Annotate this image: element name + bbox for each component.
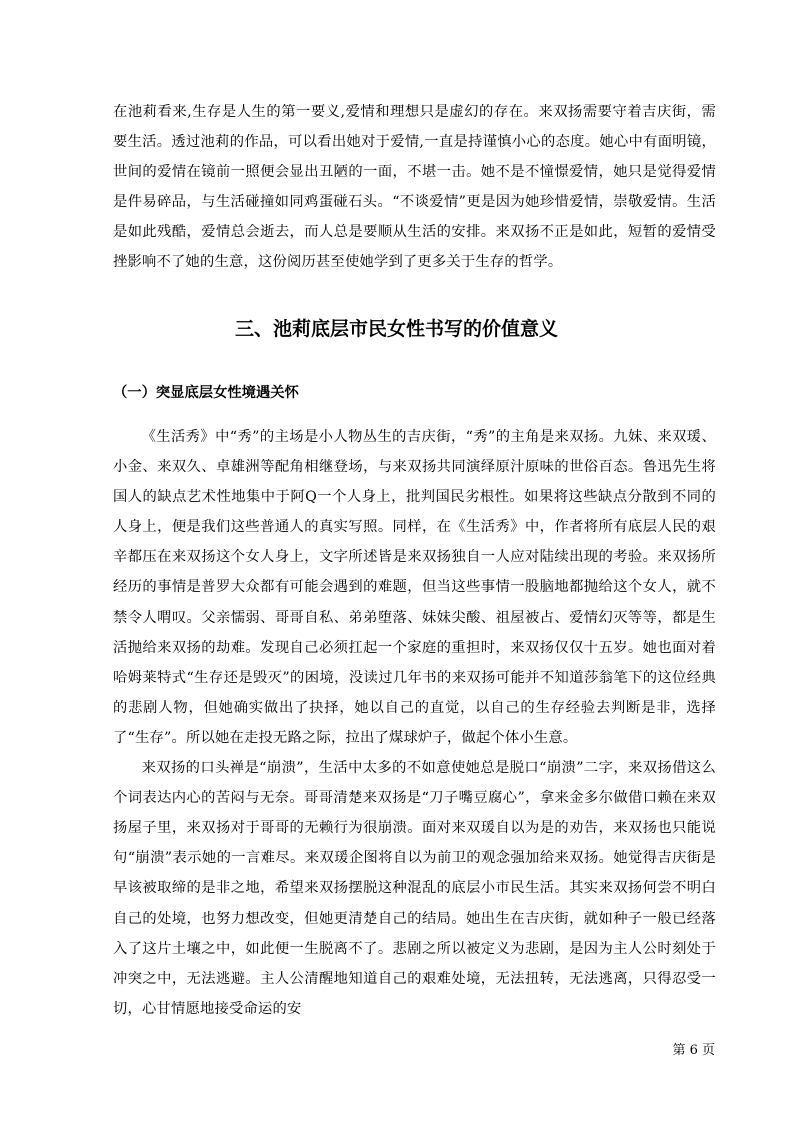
subsection-heading: （一）突显底层女性境遇关怀 <box>113 385 299 401</box>
page-number: 第 6 页 <box>672 1043 715 1058</box>
section-heading: 三、池莉底层市民女性书写的价值意义 <box>234 318 558 340</box>
paragraph: 在池莉看来,生存是人生的第一要义,爱情和理想只是虚幻的存在。来双扬需要守着吉庆街，需要生活。透过池莉的作品，可以看出她对于爱情,一直是持谨慎小心的态度。她心中有面明镜，世间的爱情在镜前一照便会显出丑陋的一面，不堪一击。她不是不憧憬爱情，她只是觉得爱情是件易碎品，与生活碰撞如同鸡蛋碰石头。“不谈爱情”更是因为她珍惜爱情，崇敬爱情。生活是如此残酷，爱情总会逝去，而人总是要顺从生活的安排。来双扬不正是如此，短暂的爱情受挫影响不了她的生意，这份阅历甚至使她学到了更多关于生存的哲学。 <box>113 104 716 271</box>
paragraph: 《生活秀》中“秀”的主场是小人物丛生的吉庆街，“秀”的主角是来双扬。九妹、来双瑗、小金、来双久、卓雄洲等配角相继登场，与来双扬共同演绎原汁原味的世俗百态。鲁迅先生将国人的缺点艺术性地集中于阿Q一个人身上，批判国民劣根性。如果将这些缺点分散到不同的人身上，便是我们这些普通人的真实写照。同样，在《生活秀》中，作者将所有底层人民的艰辛都压在来双扬这个女人身上，文字所述皆是来双扬独自一人应对陆续出现的考验。来双扬所经历的事情是普罗大众都有可能会遇到的难题，但当这些事情一股脑地都抛给这个女人，就不禁令人喟叹。父亲懦弱、哥哥自私、弟弟堕落、妹妹尖酸、祖屋被占、爱情幻灭等等，都是生活抛给来双扬的劫难。发现自己必须扛起一个家庭的重担时，来双扬仅仅十五岁。她也面对着哈姆莱特式“生存还是毁灭”的困境，没读过几年书的来双扬可能并不知道莎翁笔下的这位经典的悲剧人物，但她确实做出了抉择，她以自己的直觉，以自己的生存经验去判断是非，选择了“生存”。所以她在走投无路之际，拉出了煤球炉子，做起个体小生意。 <box>113 429 716 746</box>
paragraph: 来双扬的口头禅是“崩溃”，生活中太多的不如意使她总是脱口“崩溃”二字，来双扬借这么个词表达内心的苦闷与无奈。哥哥清楚来双扬是“刀子嘴豆腐心”，拿来金多尔做借口赖在来双扬屋子里，来双扬对于哥哥的无赖行为很崩溃。面对来双瑗自以为是的劝告，来双扬也只能说句“崩溃”表示她的一言难尽。来双瑗企图将自以为前卫的观念强加给来双扬。她觉得吉庆街是早该被取缔的是非之地，希望来双扬摆脱这种混乱的底层小市民生活。其实来双扬何尝不明白自己的处境，也努力想改变，但她更清楚自己的结局。她出生在吉庆街，就如种子一般已经落入了这片土壤之中，如此便一生脱离不了。悲剧之所以被定义为悲剧，是因为主人公时刻处于冲突之中，无法逃避。主人公清醒地知道自己的艰难处境，无法扭转，无法逃离，只得忍受一切，心甘情愿地接受命运的安 <box>113 760 716 1017</box>
body-text-block-2 <box>113 422 716 1024</box>
body-text-block-1 <box>113 97 716 278</box>
